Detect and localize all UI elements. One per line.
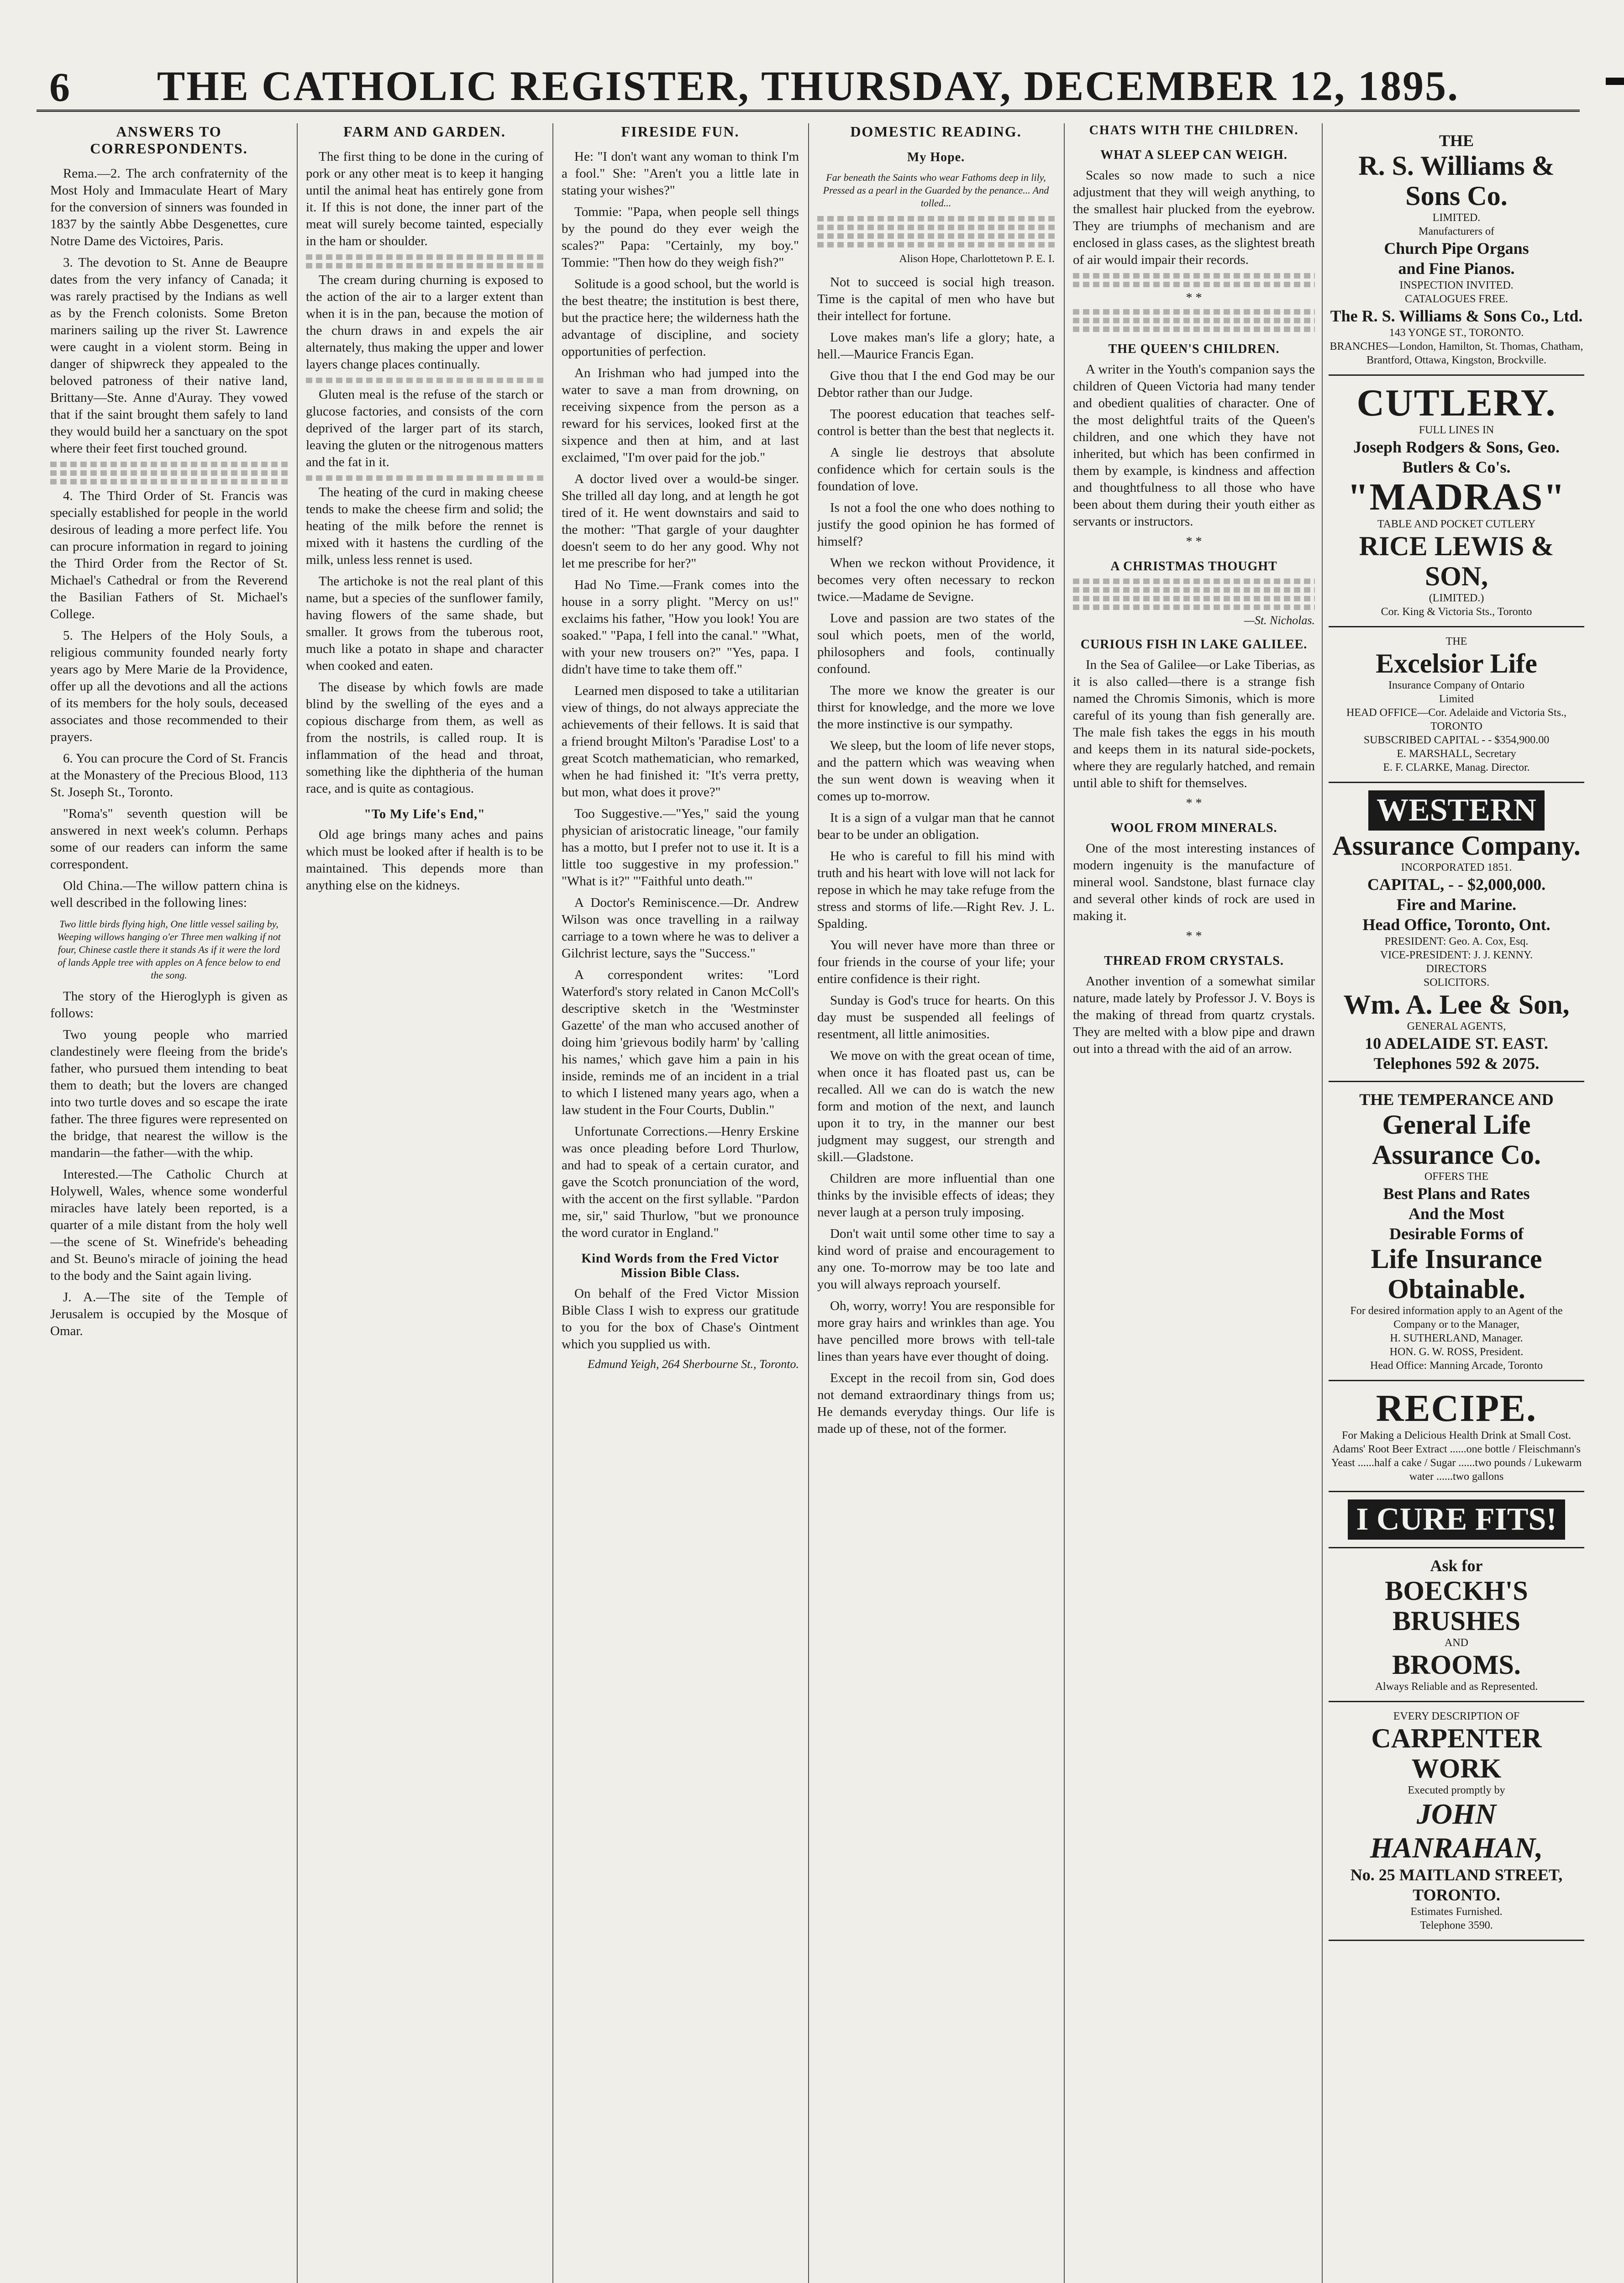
paragraph: Gluten meal is the refuse of the starch or glucose factories, and consists of the corn deprived of the larger part of its starch, leaving the gluten or the nitrogenous matters and the fat in it. [306,387,543,469]
ad-company-name: Assurance Company. [1332,831,1581,861]
ad-text: And the Most [1408,1205,1504,1223]
ad-address: 143 YONGE ST., TORONTO. [1389,327,1524,339]
paragraph: The more we know the greater is our thirst for knowledge, and the more we love the more instinctive is our sympathy. [817,683,1055,731]
text-line [306,263,543,268]
paragraph: Love and passion are two states of the soul which poets, men of the world, philosophers and fools, continually confound. [817,611,1055,676]
text-line [817,233,1055,239]
paragraph: The artichoke is not the real plant of this name, but a species of the sunflower family, having flowers of the same shade, but smaller. It grows from the tuberous root, much like a potato in shape and character when cooked and eaten. [306,574,543,673]
ad-text: Manufacturers of [1419,226,1494,237]
separator-stars: * * [1186,796,1202,810]
paragraph: 4. The Third Order of St. Francis was specially established for people in the world desirous of leading a more perfect life. You can procure information in regard to joining the Third Order from the Rector of St. Michael's Cathedral or from the Reverend the Basilian Fathers of St. Michael's College. [50,489,288,621]
paragraph: Scales so now made to such a nice adjustment that they will weigh anything, to the smallest hair plucked from the eyebrow. They are triumphs of mechanism and are enclosed in glass cases, as the slightest breath of air would impair their records. [1073,168,1315,267]
paragraph: The disease by which fowls are made blind by the swelling of the eyes and a copious discharge from them, as well as from the nostrils, is called roup. It is inflammation of the head and throat, something like the diphtheria of the human race, and is quite as contagious. [306,680,543,796]
paragraph: Solitude is a good school, but the world is the best theatre; the institution is best there, but the practice here; the wilderness hath the advantage of discipline, and society opportunities of perfection. [562,277,799,359]
text-line [1073,326,1315,332]
paragraph: Old China.—The willow pattern china is well described in the following lines: [50,878,288,910]
ad-text: For Making a Delicious Health Drink at Small Cost. [1342,1430,1571,1441]
paragraph: One of the most interesting instances of modern ingenuity is the manufacture of mineral wool. Sandstone, blast furnace clay and several other kinds of rock are used in making it. [1073,841,1315,923]
paragraph: Two young people who married clandestinely were fleeing from the bride's father, who pursued them intending to beat them to death; but the lovers are changed into two turtle doves and so escape the irate father. The three figures were represented on the bridge, that nearest the willow is the mandarin—the father—with the whip. [50,1027,288,1160]
paragraph: Too Suggestive.—"Yes," said the young physician of aristocratic lineage, "our family has a motto, but I prefer not to use it. It is a little too suggestive in my profession." "What is it?" "'Faithful unto death.'" [562,806,799,889]
ad-cutlery [1329,376,1584,627]
ad-text: SOLICITORS. [1423,977,1490,989]
column-answers [50,123,288,2283]
paragraph: 5. The Helpers of the Holy Souls, a religious community founded nearly forty years ago by Mere Marie de la Providence, offer up all the devotions and all the actions of its members for the holy souls, deceased associates and those recommended to their prayers. [50,628,288,744]
paragraph: An Irishman who had jumped into the water to save a man from drowning, on receiving sixpence from the person as a reward for his services, looked first at the sixpence and then at him, and at last exclaimed, "I'm over paid for the job." [562,366,799,465]
ad-excelsior [1329,627,1584,783]
columns [50,123,1593,2283]
subhead: WHAT A SLEEP CAN WEIGH. [1100,148,1288,162]
paragraph: "Roma's" seventh question will be answered in next week's column. Perhaps some of our readers can inform the same correspondent. [50,806,288,872]
subhead: THREAD FROM CRYSTALS. [1104,954,1284,968]
paragraph: Old age brings many aches and pains which must be looked after if health is to be maintained. This depends more than anything else on the kidneys. [306,827,543,893]
paragraph: A correspondent writes: "Lord Waterford's story related in Canon McColl's descriptive sketch in the 'Westminster Gazette' of the man who accused another of doing him 'grievous bodily harm' by 'calling his names,' which gave him a pain in his inside, reminds me of an incident in a trial to which I listened many years ago, when a law student in the Four Courts, Dublin." [562,968,799,1117]
ad-text: Best Plans and Rates [1383,1184,1530,1203]
paragraph: Sunday is God's truce for hearts. On this day must be suspended all feelings of resentment, all little animosities. [817,993,1055,1042]
column-rule [552,123,553,2283]
ad-recipe [1329,1381,1584,1492]
ad-company-name: R. S. Williams & Sons Co. [1358,151,1555,211]
ad-williams [1329,123,1584,376]
text-line [817,242,1055,247]
ad-text: LIMITED. [1432,212,1481,224]
column-rule [808,123,809,2283]
ad-text: PRESIDENT: Geo. A. Cox, Esq. [1384,936,1529,947]
ad-text: CAPITAL, - - $2,000,000. [1367,875,1546,894]
masthead-rule [37,110,1580,112]
ad-text: FULL LINES IN [1419,424,1494,436]
paragraph: Rema.—2. The arch confraternity of the Most Holy and Immaculate Heart of Mary for the conversion of sinners was founded in 1837 by the saintly Abbe Desgenettes, cure Notre Dame des Victoires, Paris. [50,166,288,248]
text-line [1073,282,1315,287]
ad-text: TABLE AND POCKET CUTLERY [1377,518,1536,530]
paragraph: The cream during churning is exposed to the action of the air to a larger extent than when it is in the pan, because the motion of the churn draws in and expels the air alternately, thus making the upper and lower layers change places continually. [306,273,543,372]
text-line [1073,318,1315,323]
ad-company-name: BOECKH'S BRUSHES [1385,1576,1528,1636]
separator-stars: * * [1186,929,1202,943]
column-heading: ANSWERS TO CORRESPONDENTS. [90,123,248,157]
ad-text: Limited [1439,693,1474,705]
ad-text: Ask for [1430,1557,1483,1575]
paragraph: 6. You can procure the Cord of St. Francis at the Monastery of the Precious Blood, 113 St. Joseph St., Toronto. [50,751,288,800]
paragraph: Give thou that I the end God may be our Debtor rather than our Judge. [817,368,1055,400]
paragraph: A writer in the Youth's companion says the children of Queen Victoria had many tender and obedient qualities of character. One of the most delightful traits of the Queen's children, and one which they have not inherited, but which has been confirmed in them by example, is kindness and affection and thoughtfulness to all those who have been about them during their youth either as servants or instructors. [1073,362,1315,529]
paragraph: The story of the Hieroglyph is given as follows: [50,989,288,1021]
ad-company-name: General Life Assurance Co. [1372,1110,1541,1170]
ad-text: Joseph Rodgers & Sons, Geo. Butlers & Co's. [1353,438,1560,476]
ad-title: CARPENTER WORK [1371,1723,1542,1783]
ad-text: HON. G. W. ROSS, President. [1389,1346,1524,1358]
poem-credit: —St. Nicholas. [1244,614,1315,627]
ad-text: Church Pipe Organs [1384,239,1529,258]
paragraph: Love makes man's life a glory; hate, a hell.—Maurice Francis Egan. [817,330,1055,362]
ad-text: Adams' Root Beer Extract ......one bottle / Fleischmann's Yeast ......half a cake / Sugar ......two pounds / Lukewarm water ......two gallons [1331,1443,1582,1483]
ad-text: OFFERS THE [1424,1171,1489,1183]
poem-title: My Hope. [907,150,965,164]
poem: Two little birds flying high, One little vessel sailing by, Weeping willows hanging o'er Three men walking if not four, Chinese castle there it stands As if it were the lord of lands Apple tree with apples on A fence below to end the song. [57,918,281,981]
column-rule [1064,123,1065,2283]
ad-text: THE [1439,132,1474,150]
poem-title: A CHRISTMAS THOUGHT [1110,559,1277,573]
ad-text: and Fine Pianos. [1398,259,1515,278]
ad-text: For desired information apply to an Agent of the Company or to the Manager, [1350,1305,1563,1331]
column-heading: DOMESTIC READING. [850,123,1022,140]
separator-stars: * * [1186,535,1202,549]
ad-text: Head Office, Toronto, Ont. [1362,915,1550,934]
ad-text: BRANCHES—London, Hamilton, St. Thomas, Chatham, Brantford, Ottawa, Kingston, Brockville. [1330,341,1583,366]
paragraph: Tommie: "Papa, when people sell things by the pound do they ever weigh the scales?" Papa: "Certainly, my boy." Tommie: "Then how do they weigh fish?" [562,205,799,270]
ad-address: TORONTO. [1413,1886,1500,1904]
paragraph: Is not a fool the one who does nothing to justify the good opinion he has formed of himself? [817,500,1055,549]
masthead-title: THE CATHOLIC REGISTER, THURSDAY, DECEMBER 12, 1895. [157,63,1460,109]
column-farm [306,123,543,2283]
paragraph: He: "I don't want any woman to think I'm a fool." She: "Aren't you a little late in stating your wishes?" [562,149,799,198]
ad-text: DIRECTORS [1426,963,1487,975]
ad-title: CUTLERY. [1356,382,1556,424]
ad-text: INSPECTION INVITED. [1399,279,1514,291]
paragraph: It is a sign of a vulgar man that he cannot bear to be under an obligation. [817,810,1055,842]
ad-text: INCORPORATED 1851. [1401,862,1512,873]
ad-boeckh [1329,1548,1584,1702]
ad-company-name: JOHN HANRAHAN, [1370,1798,1543,1864]
ad-text: EVERY DESCRIPTION OF [1393,1710,1520,1722]
text-line [1073,579,1315,584]
ad-cure-fits [1329,1492,1584,1548]
paragraph: A doctor lived over a would-be singer. She trilled all day long, and at length he got tired of it. He went downstairs and said to the mother: "That gargle of your daughter doesn't seem to do her any good. Why not let me prescribe for her?" [562,472,799,571]
ad-temperance-life [1329,1082,1584,1381]
column-rule [297,123,298,2283]
ad-text: THE TEMPERANCE AND [1359,1090,1554,1109]
column-fireside [562,123,799,2283]
ad-western-assurance [1329,783,1584,1082]
paragraph: J. A.—The site of the Temple of Jerusalem is occupied by the Mosque of Omar. [50,1290,288,1338]
subhead: WOOL FROM MINERALS. [1110,821,1277,835]
paragraph: Unfortunate Corrections.—Henry Erskine was once pleading before Lord Thurlow, and had to speak of a certain curator, and gave the Scotch pronunciation of the word, with the accent on the first syllable. "Pardon me, sir," said Thurlow, "but we pronounce the word curator in England." [562,1124,799,1240]
paragraph: The heating of the curd in making cheese tends to make the cheese firm and solid; the heating of the milk before the rennet is mixed with it hastens the curdling of the milk, unless less rennet is used. [306,485,543,567]
subhead: Kind Words from the Fred Victor Mission Bible Class. [581,1252,779,1280]
ad-text: Always Reliable and as Represented. [1375,1681,1538,1693]
ad-text: Telephones 592 & 2075. [1373,1054,1540,1073]
paragraph: On behalf of the Fred Victor Mission Bible Class I wish to express our gratitude to you for the box of Chase's Ointment which you supplied us with. [562,1286,799,1352]
ad-text: SUBSCRIBED CAPITAL - - $354,900.00 [1363,734,1550,746]
text-line [1073,587,1315,593]
subhead: CURIOUS FISH IN LAKE GALILEE. [1080,637,1308,652]
ad-title: RECIPE. [1376,1387,1537,1430]
column-heading: FIRESIDE FUN. [621,123,740,140]
ad-text: Fire and Marine. [1396,895,1517,914]
text-line [306,254,543,260]
ad-company-name: RICE LEWIS & SON, [1359,531,1554,591]
paragraph: Not to succeed is social high treason. Time is the capital of men who have but their intellect for fortune. [817,275,1055,323]
ad-address: Cor. King & Victoria Sts., Toronto [1381,606,1532,618]
column-body [562,148,799,1371]
ad-text: CATALOGUES FREE. [1404,293,1508,305]
paragraph: Except in the recoil from sin, God does not demand extraordinary things from us; He demands everyday things. Our life is made up of these, not of the former. [817,1371,1055,1436]
ad-text: THE [1445,636,1467,647]
column-domestic [817,123,1055,2283]
text-line [1073,273,1315,279]
separator-stars: * * [1186,291,1202,305]
signature: Edmund Yeigh, 264 Sherbourne St., Toronto. [588,1357,799,1371]
paragraph: Don't wait until some other time to say a kind word of praise and encouragement to any one. To-morrow may be too late and you will always reproach yourself. [817,1226,1055,1292]
ad-address: HEAD OFFICE—Cor. Adelaide and Victoria Sts., TORONTO [1346,707,1567,732]
paragraph: We sleep, but the loom of life never stops, and the pattern which was weaving when the sun went down is weaving when it comes up to-morrow. [817,738,1055,804]
ad-text: Desirable Forms of [1389,1225,1524,1243]
subhead: THE QUEEN'S CHILDREN. [1108,342,1280,356]
ad-address: 10 ADELAIDE ST. EAST. [1365,1034,1548,1052]
text-line [50,462,288,467]
ad-company-name: The R. S. Williams & Sons Co., Ltd. [1330,307,1583,325]
ad-text: AND [1445,1637,1468,1649]
ad-text: Estimates Furnished. [1410,1906,1503,1918]
text-line [1073,596,1315,601]
paragraph: The first thing to be done in the curing of pork or any other meat is to keep it hanging until the animal heat has entirely gone from it. If this is not done, the inner part of the meat will surely become tainted, especially in the ham or shoulder. [306,149,543,248]
ad-company-name: Wm. A. Lee & Son, [1343,989,1570,1020]
poem: Far beneath the Saints who wear Fathoms deep in lily, Pressed as a pearl in the Guarded by the penance... And tolled... [823,172,1049,209]
ad-address: Head Office: Manning Arcade, Toronto [1370,1360,1543,1372]
paragraph: Oh, worry, worry! You are responsible for more gray hairs and wrinkles than age. You have pencilled more brows with tell-tale lines than years have ever thought of doing. [817,1299,1055,1364]
text-line [50,479,288,484]
edge-mark [1606,78,1624,85]
paragraph: We move on with the great ocean of time, when once it has floated past us, can be recalled. All we can do is watch the new form and motion of the next, and launch upon it to try, in the manner our best judgment may suggest, our strength and skill.—Gladstone. [817,1048,1055,1164]
text-line [817,225,1055,230]
ad-text: E. F. CLARKE, Manag. Director. [1383,762,1530,773]
column-chats [1073,123,1315,2283]
ad-text: E. MARSHALL, Secretary [1397,748,1516,760]
paragraph: 3. The devotion to St. Anne de Beaupre dates from the very infancy of Canada; it was rarely practised by the Indians as well as by the French colonists. Some Breton mariners sailing up the river St. Lawrence were caught in a violent storm. Being in danger of shipwreck they appealed to the beloved patroness of their native land, Brittany—Ste. Anne d'Auray. They vowed that if the saint brought them safely to land they would build her a sanctuary on the spot where their feet first touched ground. [50,255,288,456]
column-heading: FARM AND GARDEN. [343,123,506,140]
ad-text: Life Insurance Obtainable. [1371,1244,1542,1304]
paragraph: Children are more influential than one thinks by the invisible effects of ideas; they never laugh at a person truly imposing. [817,1171,1055,1220]
ad-title: I CURE FITS! [1348,1499,1565,1540]
ad-text: BROOMS. [1392,1650,1521,1680]
column-body [817,150,1055,1437]
text-line [1073,605,1315,610]
masthead [37,43,1580,112]
ad-address: No. 25 MAITLAND STREET, [1350,1866,1563,1884]
text-line [817,216,1055,221]
ad-title: WESTERN [1368,790,1545,831]
paragraph: The poorest education that teaches self-control is better than the best that neglects it. [817,407,1055,438]
text-line [1073,309,1315,315]
ad-text: Insurance Company of Ontario [1388,679,1524,691]
ad-text: Executed promptly by [1408,1784,1505,1796]
ad-text: Telephone 3590. [1420,1920,1493,1931]
text-line [306,378,543,383]
text-line [50,470,288,476]
paragraph: Another invention of a somewhat similar nature, made lately by Professor J. V. Boys is the making of thread from quartz crystals. They are melted with a blow pipe and drawn out into a thread with the aid of an arrow. [1073,974,1315,1056]
paragraph: A Doctor's Reminiscence.—Dr. Andrew Wilson was once travelling in a railway carriage to a town where he was to deliver a Gilchrist lecture, says the "Success." [562,895,799,961]
subhead: "To My Life's End," [364,807,485,821]
ad-hanrahan [1329,1702,1584,1941]
paragraph: A single lie destroys that absolute confidence which for certain souls is the foundation of love. [817,445,1055,494]
column-rule [1322,123,1323,2283]
advertisements-column [1329,123,1584,2283]
column-body [50,165,288,1340]
paragraph: Learned men disposed to take a utilitarian view of things, do not always appreciate the achievements of their fellows. It is said that a friend brought Milton's 'Paradise Lost' to a great Scotch mathematician, who remarked, when he had finished it: "It's verra pretty, but mon, what does it prove?" [562,684,799,800]
ad-company-name: Excelsior Life [1376,648,1537,679]
ad-text: GENERAL AGENTS, [1407,1021,1506,1032]
paragraph: Interested.—The Catholic Church at Holywell, Wales, whence some wonderful miracles have lately been reported, is a quarter of a mile distant from the holy well—the scene of St. Winefride's beheading and St. Beuno's miracle of joining the head to the body and the Saint again living. [50,1167,288,1283]
ad-text: (LIMITED.) [1429,592,1484,604]
paragraph: When we reckon without Providence, it becomes very often necessary to reckon twice.—Madame de Sevigne. [817,556,1055,604]
column-heading: CHATS WITH THE CHILDREN. [1089,123,1299,137]
poem-credit: Alison Hope, Charlottetown P. E. I. [899,253,1055,265]
paragraph: In the Sea of Galilee—or Lake Tiberias, as it is also called—there is a strange fish named the Chromis Simonis, which is more careful of its young than fish generally are. The male fish takes the eggs in his mouth and keeps them in its natural side-pockets, where they are regularly hatched, and remain until able to shift for themselves. [1073,658,1315,790]
text-line [306,475,543,481]
page-number: 6 [49,65,70,110]
column-body [306,148,543,894]
paragraph: You will never have more than three or four friends in the course of your life; your entire confidence is their right. [817,938,1055,986]
paragraph: He who is careful to fill his mind with truth and his heart with love will not lack for repose in which he may take refuge from the stress and storms of life.—Right Rev. J. L. Spalding. [817,849,1055,931]
ad-text: H. SUTHERLAND, Manager. [1390,1332,1523,1344]
ad-title: "MADRAS" [1347,476,1566,518]
column-body [1073,148,1315,1057]
paragraph: Had No Time.—Frank comes into the house in a sorry plight. "Mercy on us!" exclaims his father, "How you look! You are soaked." "Papa, I fell into the canal." "What, with your new trousers on?" "Yes, papa. I didn't have time to take them off." [562,578,799,677]
ad-text: VICE-PRESIDENT: J. J. KENNY. [1380,949,1533,961]
